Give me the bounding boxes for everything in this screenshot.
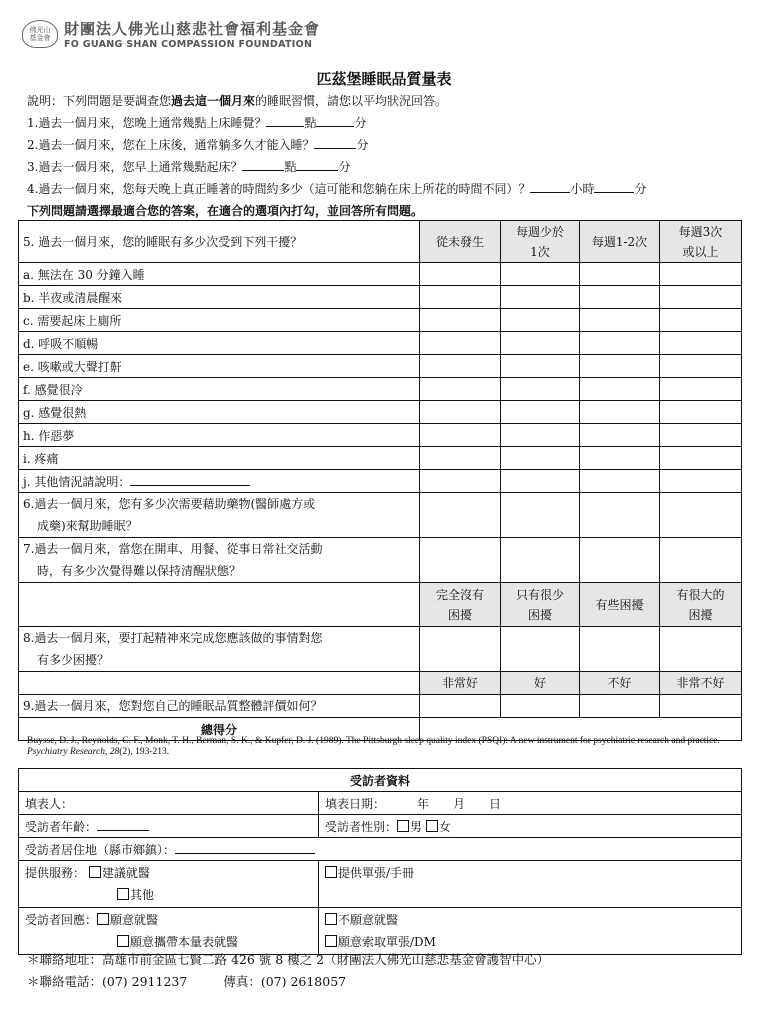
service-refer-checkbox[interactable]	[89, 866, 101, 878]
q4-minute-field[interactable]	[594, 180, 634, 193]
intro-suffix: 的睡眠習慣，請您以平均狀況回答。	[255, 94, 448, 108]
total-label: 總得分	[19, 718, 420, 741]
contact-phone-line	[27, 972, 346, 990]
q8-question	[19, 627, 420, 672]
q5-answer-cell[interactable]	[420, 263, 501, 286]
q5-answer-cell[interactable]	[420, 286, 501, 309]
q5-item-row	[19, 470, 742, 493]
q3-minute-field[interactable]	[296, 158, 338, 171]
q9-question: 9.過去一個月來，您對您自己的睡眠品質整體評價如何？	[19, 695, 420, 718]
intro-emphasis: 過去這一個月來	[171, 94, 256, 108]
filler-cell	[19, 792, 319, 815]
resp-leaflet-checkbox[interactable]	[325, 935, 337, 947]
q7-answer-1[interactable]	[420, 538, 501, 583]
q1-minute-field[interactable]	[316, 114, 354, 127]
q9-option-good: 好	[501, 672, 580, 695]
q5-item-text: c. 需要起床上廁所	[23, 313, 122, 328]
questionnaire-table	[18, 220, 742, 741]
q9-option-bad: 不好	[580, 672, 660, 695]
q8-line1: 8.過去一個月來，要打起精神來完成您應該做的事情對您	[23, 631, 323, 645]
q5-item-row	[19, 355, 742, 378]
info-title: 受訪者資料	[19, 769, 742, 792]
resp-leaflet-label: 願意索取單張/DM	[338, 935, 436, 949]
q8-answer-4[interactable]	[660, 627, 742, 672]
question-1	[27, 114, 366, 131]
q5-answer-cell[interactable]	[660, 447, 742, 470]
contact-fax: 傳真：(07) 2618057	[223, 974, 347, 989]
question-3	[27, 158, 350, 175]
q6-answer-4[interactable]	[660, 493, 742, 538]
q8-row	[19, 627, 742, 672]
q8-option-little: 只有很少 困擾	[501, 583, 580, 627]
logo-emblem: 佛光山 基金會	[22, 20, 58, 48]
q7-line1: 7.過去一個月來，當您在開車、用餐、從事日常社交活動	[23, 542, 323, 556]
age-label: 受訪者年齡：	[25, 819, 98, 834]
q2-minute-field[interactable]	[314, 136, 356, 149]
q2-unit-minute: 分	[356, 138, 369, 152]
q5-option-three-plus: 每週3次 或以上	[660, 221, 742, 263]
q5-answer-cell[interactable]	[660, 401, 742, 424]
q3-text: 3.過去一個月來，您早上通常幾點起床？	[27, 160, 243, 174]
q5-item-row	[19, 424, 742, 447]
q5-answer-cell[interactable]	[420, 424, 501, 447]
q5-answer-cell[interactable]	[501, 424, 580, 447]
q6-line2: 成藥)來幫助睡眠？	[37, 519, 138, 533]
q7-answer-4[interactable]	[660, 538, 742, 583]
q9-header-blank	[19, 672, 420, 695]
residence-label: 受訪者居住地（縣市鄉鎮）：	[25, 842, 176, 857]
q5-item-text: g. 感覺很熱	[23, 405, 87, 420]
q5-answer-cell[interactable]	[501, 355, 580, 378]
q4-unit-hour: 小時	[570, 182, 595, 196]
contact-address: ＊聯絡地址：高雄市前金區七賢二路 426 號 8 樓之 2（財團法人佛光山慈悲基金會護智中心）	[27, 952, 550, 967]
q5-answer-cell[interactable]	[580, 424, 660, 447]
age-field[interactable]	[97, 818, 149, 831]
q5-option-less-than-once: 每週少於 1次	[501, 221, 580, 263]
service-leaflet-checkbox[interactable]	[325, 866, 337, 878]
q5-item-text: a. 無法在 30 分鐘入睡	[23, 267, 145, 282]
citation	[27, 736, 743, 758]
q3-unit-minute: 分	[338, 160, 351, 174]
resp-willing-label: 願意就醫	[110, 913, 159, 927]
q1-unit-hour: 點	[304, 116, 317, 130]
q5-item-label	[19, 378, 420, 401]
q5-answer-cell[interactable]	[580, 286, 660, 309]
q7-answer-2[interactable]	[501, 538, 580, 583]
q8-header-row	[19, 583, 742, 627]
service-cell	[19, 861, 319, 908]
service-refer-label: 建議就醫	[101, 866, 150, 880]
q5-answer-cell[interactable]	[580, 470, 660, 493]
citation-pages: (2), 193-213.	[119, 747, 170, 757]
q5-other-field[interactable]	[130, 473, 250, 486]
q5-answer-cell[interactable]	[580, 332, 660, 355]
q5-item-label	[19, 263, 420, 286]
age-cell	[19, 815, 319, 838]
q6-answer-1[interactable]	[420, 493, 501, 538]
q7-answer-3[interactable]	[580, 538, 660, 583]
q5-item-label	[19, 470, 420, 493]
instruction-text: 下列問題請選擇最適合您的答案，在適合的選項內打勾，並回答所有問題。	[27, 204, 424, 218]
q5-item-text: d. 呼吸不順暢	[23, 336, 99, 351]
q3-hour-field[interactable]	[242, 158, 284, 171]
q5-answer-cell[interactable]	[420, 355, 501, 378]
q5-answer-cell[interactable]	[660, 263, 742, 286]
q5-answer-cell[interactable]	[660, 470, 742, 493]
q8-answer-2[interactable]	[501, 627, 580, 672]
male-checkbox[interactable]	[397, 820, 409, 832]
q9-row	[19, 695, 742, 718]
q5-item-text: f. 感覺很冷	[23, 382, 83, 397]
date-year: 年	[417, 796, 430, 811]
q5-item-label	[19, 447, 420, 470]
q5-item-row	[19, 286, 742, 309]
intro-text	[27, 92, 447, 109]
q5-item-label	[19, 401, 420, 424]
q9-option-very-bad: 非常不好	[660, 672, 742, 695]
q4-hour-field[interactable]	[530, 180, 570, 193]
question-4	[27, 180, 646, 197]
q5-answer-cell[interactable]	[660, 378, 742, 401]
q4-unit-minute: 分	[634, 182, 647, 196]
service-label: 提供服務：	[25, 866, 86, 880]
q5-answer-cell[interactable]	[501, 401, 580, 424]
q5-item-row	[19, 378, 742, 401]
q8-answer-1[interactable]	[420, 627, 501, 672]
q4-text: 4.過去一個月來，您每天晚上真正睡著的時間約多少（這可能和您躺在床上所花的時間不同）？	[27, 182, 531, 196]
q5-answer-cell[interactable]	[580, 447, 660, 470]
q6-answer-2[interactable]	[501, 493, 580, 538]
resp-bring-scale-label: 願意攜帶本量表就醫	[130, 935, 239, 949]
q5-item-row	[19, 447, 742, 470]
q1-text: 1.過去一個月來，您晚上通常幾點上床睡覺？	[27, 116, 267, 130]
resp-willing-checkbox[interactable]	[97, 913, 109, 925]
female-label: 女	[438, 819, 451, 834]
foundation-logo	[22, 18, 320, 50]
service-cell-2	[319, 861, 742, 908]
service-other-checkbox[interactable]	[117, 888, 129, 900]
q8-option-great: 有很大的 困擾	[660, 583, 742, 627]
q5-item-text: h. 作惡夢	[23, 428, 75, 443]
q5-option-once-twice: 每週1-2次	[580, 221, 660, 263]
q5-answer-cell[interactable]	[501, 378, 580, 401]
date-cell	[319, 792, 742, 815]
q5-answer-cell[interactable]	[660, 309, 742, 332]
contact-phone: ＊聯絡電話：(07) 2911237	[27, 974, 188, 989]
resp-bring-scale-checkbox[interactable]	[117, 935, 129, 947]
q5-answer-cell[interactable]	[501, 332, 580, 355]
q5-item-text: b. 半夜或清晨醒來	[23, 290, 123, 305]
q5-answer-cell[interactable]	[420, 332, 501, 355]
q5-answer-cell[interactable]	[660, 424, 742, 447]
q8-line2: 有多少困擾？	[37, 653, 110, 667]
q5-answer-cell[interactable]	[501, 470, 580, 493]
date-day: 日	[489, 796, 502, 811]
q5-answer-cell[interactable]	[580, 263, 660, 286]
q5-item-text: j. 其他情況請說明：	[23, 474, 131, 489]
q5-answer-cell[interactable]	[420, 447, 501, 470]
q5-item-row	[19, 332, 742, 355]
male-label: 男	[410, 819, 423, 834]
q8-option-none: 完全沒有 困擾	[420, 583, 501, 627]
q8-answer-3[interactable]	[580, 627, 660, 672]
q6-row	[19, 493, 742, 538]
citation-journal: Psychiatry Research, 28	[27, 747, 120, 757]
q6-question	[19, 493, 420, 538]
q5-item-label	[19, 286, 420, 309]
q5-item-text: i. 疼痛	[23, 451, 59, 466]
q5-answer-cell[interactable]	[660, 355, 742, 378]
question-2	[27, 136, 368, 153]
q9-option-very-good: 非常好	[420, 672, 501, 695]
q7-question	[19, 538, 420, 583]
org-name-zh: 財團法人佛光山慈悲社會福利基金會	[64, 20, 321, 38]
q5-item-label	[19, 332, 420, 355]
q5-answer-cell[interactable]	[420, 470, 501, 493]
residence-cell	[19, 838, 742, 861]
resp-unwilling-label: 不願意就醫	[338, 913, 399, 927]
q6-line1: 6.過去一個月來，您有多少次需要藉助藥物(醫師處方或	[23, 497, 316, 511]
q5-answer-cell[interactable]	[580, 309, 660, 332]
q8-header-blank	[19, 583, 420, 627]
intro-prefix: 說明：下列問題是要調查您	[27, 94, 172, 108]
citation-authors: Buysse, D. J., Reynolds, C. F., Monk, T. H., Berman, S. K., & Kupfer, D. J. (1989). The Pittsburgh sleep quality index (PSQI): A new instrument for psychiatric research and practice.	[27, 736, 720, 746]
q1-unit-minute: 分	[354, 116, 367, 130]
q9-header-row	[19, 672, 742, 695]
response-label: 受訪者回應：	[25, 913, 98, 927]
service-other-label: 其他	[130, 888, 155, 902]
q5-item-text: e. 咳嗽或大聲打鼾	[23, 359, 122, 374]
q3-unit-hour: 點	[284, 160, 297, 174]
q5-answer-cell[interactable]	[420, 309, 501, 332]
q5-item-label	[19, 355, 420, 378]
q9-answer-2[interactable]	[501, 695, 580, 718]
q6-answer-3[interactable]	[580, 493, 660, 538]
q7-row	[19, 538, 742, 583]
q5-answer-cell[interactable]	[501, 286, 580, 309]
date-month: 月	[453, 796, 466, 811]
q5-answer-cell[interactable]	[501, 309, 580, 332]
q7-line2: 時，有多少次覺得難以保持清醒狀態？	[37, 564, 242, 578]
q5-header-row	[19, 221, 742, 263]
resp-unwilling-checkbox[interactable]	[325, 913, 337, 925]
q5-answer-cell[interactable]	[660, 332, 742, 355]
q5-answer-cell[interactable]	[660, 286, 742, 309]
org-name-en: FO GUANG SHAN COMPASSION FOUNDATION	[64, 39, 313, 50]
gender-label: 受訪者性別：	[325, 819, 398, 834]
q5-answer-cell[interactable]	[580, 378, 660, 401]
q5-answer-cell[interactable]	[501, 263, 580, 286]
q2-text: 2.過去一個月來，您在上床後，通常躺多久才能入睡？	[27, 138, 315, 152]
q8-option-some: 有些困擾	[580, 583, 660, 627]
q9-answer-1[interactable]	[420, 695, 501, 718]
female-checkbox[interactable]	[426, 820, 438, 832]
q5-answer-cell[interactable]	[420, 378, 501, 401]
q1-hour-field[interactable]	[266, 114, 304, 127]
filler-label: 填表人：	[25, 796, 74, 811]
q5-item-row	[19, 263, 742, 286]
q5-item-label	[19, 309, 420, 332]
gender-cell	[319, 815, 742, 838]
page-title: 匹茲堡睡眠品質量表	[316, 70, 452, 88]
q5-option-never: 從未發生	[420, 221, 501, 263]
q5-answer-cell[interactable]	[501, 447, 580, 470]
date-label: 填表日期：	[325, 796, 386, 811]
q5-item-label	[19, 424, 420, 447]
response-cell	[19, 908, 319, 955]
service-leaflet-label: 提供單張/手冊	[338, 866, 415, 880]
q5-item-row	[19, 309, 742, 332]
q5-items	[19, 263, 742, 493]
q9-answer-4[interactable]	[660, 695, 742, 718]
q5-answer-cell[interactable]	[580, 401, 660, 424]
q5-answer-cell[interactable]	[420, 401, 501, 424]
q5-question: 5. 過去一個月來，您的睡眠有多少次受到下列干擾？	[19, 221, 420, 263]
q9-answer-3[interactable]	[580, 695, 660, 718]
q5-item-row	[19, 401, 742, 424]
response-cell-2	[319, 908, 742, 955]
q5-answer-cell[interactable]	[580, 355, 660, 378]
interviewee-info-table	[18, 768, 742, 955]
residence-field[interactable]	[175, 841, 315, 854]
